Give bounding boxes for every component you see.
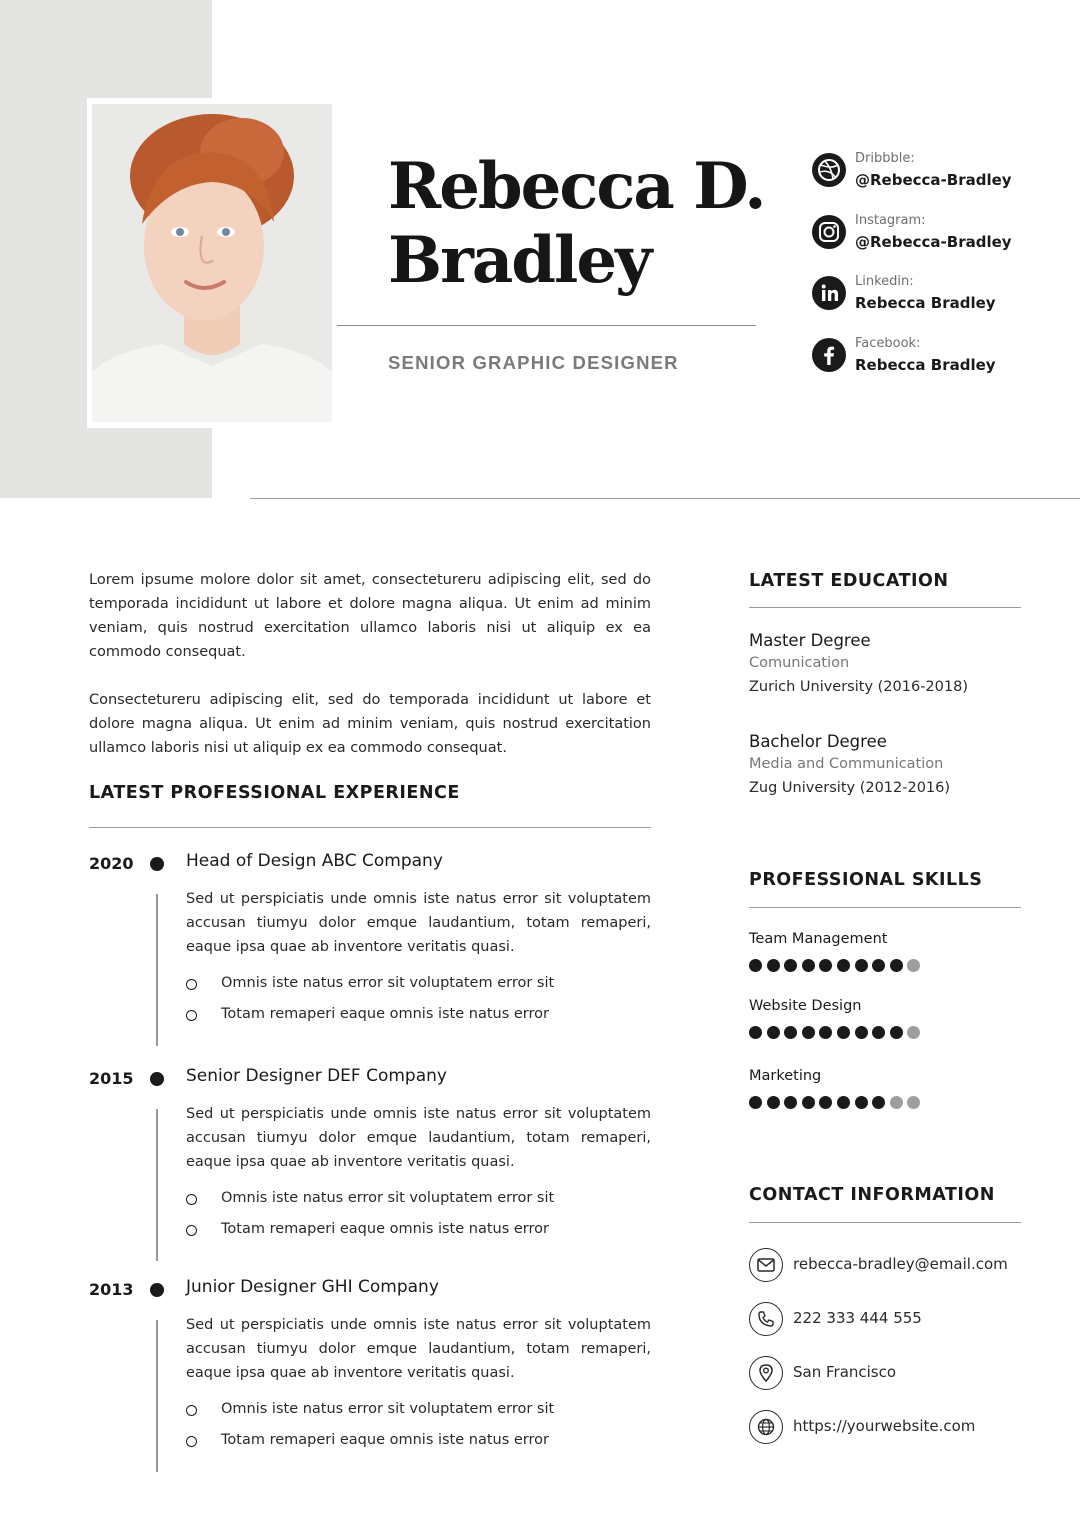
social-label: Dribbble: <box>855 151 915 166</box>
skill-dot-filled <box>802 1026 815 1039</box>
contact-phone-text: 222 333 444 555 <box>793 1309 922 1327</box>
name-divider <box>337 325 756 326</box>
education-school: Zug University (2012-2016) <box>749 780 951 796</box>
globe-icon <box>749 1410 783 1444</box>
social-label: Facebook: <box>855 335 921 351</box>
job-description: Sed ut perspiciatis unde omnis iste natus error sit voluptatem accusan tiumyu dolor emque laudantium, totam remaperi, eaque ipsa quae ab inventore veritatis quasi. <box>186 1317 651 1381</box>
experience-section-title: LATEST PROFESSIONAL EXPERIENCE <box>89 783 460 803</box>
timeline-dot <box>150 857 164 871</box>
timeline-line <box>156 1320 158 1472</box>
candidate-name-line1: Rebecca D. <box>388 149 765 224</box>
bullet-circle-icon <box>186 1194 197 1205</box>
summary-paragraph: Lorem ipsume molore dolor sit amet, consectetureru adipiscing elit, sed do temporada incididunt ut labore et dolore magna aliqua. Ut enim ad minim veniam, quis nostrud exercitation ullamco laboris nisi ut aliquip ex ea commodo consequat. <box>89 572 651 660</box>
instagram-icon <box>812 215 846 249</box>
timeline-line <box>156 894 158 1046</box>
skill-dot-filled <box>837 959 850 972</box>
profile-photo <box>92 104 332 422</box>
skills-section-title: PROFESSIONAL SKILLS <box>749 870 983 890</box>
social-label: Linkedin: <box>855 274 914 289</box>
contact-website[interactable] <box>749 1410 1021 1446</box>
skill-dot-filled <box>749 1096 762 1109</box>
social-label: Instagram: <box>855 212 926 228</box>
education-field: Media and Communication <box>749 756 944 772</box>
skill-dot-filled <box>855 1096 868 1109</box>
education-section-title: LATEST EDUCATION <box>749 571 949 591</box>
timeline-line <box>156 1109 158 1261</box>
bullet-circle-icon <box>186 1436 197 1447</box>
contact-phone[interactable] <box>749 1302 1021 1338</box>
candidate-name <box>388 150 765 298</box>
social-handle: @Rebecca-Bradley <box>855 171 1012 189</box>
header-divider <box>250 498 1080 499</box>
skill-dot-filled <box>784 1026 797 1039</box>
skill-dot-filled <box>749 959 762 972</box>
phone-icon <box>749 1302 783 1336</box>
skill-dot-empty <box>907 1096 920 1109</box>
bullet-text: Omnis iste natus error sit voluptatem error sit <box>221 1190 555 1206</box>
skill-dot-filled <box>749 1026 762 1039</box>
skill-dot-empty <box>907 1026 920 1039</box>
education-school: Zurich University (2016-2018) <box>749 679 968 695</box>
skill-dot-filled <box>872 1096 885 1109</box>
education-field: Comunication <box>749 655 850 671</box>
summary-paragraph: Consectetureru adipiscing elit, sed do temporada incididunt ut labore et dolore magna aliqua. Ut enim ad minim veniam, quis nostrud exercitation ullamco laboris nisi ut aliquip ex ea commodo consequat. <box>89 692 651 756</box>
skill-dot-filled <box>819 959 832 972</box>
skill-dot-filled <box>767 1026 780 1039</box>
skill-name: Marketing <box>749 1068 822 1084</box>
skill-dot-empty <box>890 1096 903 1109</box>
contact-divider <box>749 1222 1021 1223</box>
bullet-text: Totam remaperi eaque omnis iste natus error <box>221 1221 549 1237</box>
contact-location-text: San Francisco <box>793 1363 897 1381</box>
experience-divider <box>89 827 651 828</box>
job-title: SENIOR GRAPHIC DESIGNER <box>388 352 679 373</box>
education-degree: Master Degree <box>749 631 871 650</box>
profile-summary <box>89 568 651 784</box>
job-role: Senior Designer DEF Company <box>186 1066 447 1086</box>
skill-dot-filled <box>819 1096 832 1109</box>
skill-dot-filled <box>802 959 815 972</box>
skill-dot-filled <box>890 1026 903 1039</box>
dribbble-icon <box>812 153 846 187</box>
skill-name: Team Management <box>749 931 888 947</box>
skill-dot-filled <box>767 959 780 972</box>
bullet-text: Omnis iste natus error sit voluptatem error sit <box>221 1401 555 1417</box>
location-pin-icon <box>749 1356 783 1390</box>
linkedin-icon <box>812 276 846 310</box>
mail-icon <box>749 1248 783 1282</box>
social-handle: Rebecca Bradley <box>855 294 996 312</box>
skill-rating <box>749 959 949 973</box>
skill-dot-empty <box>907 959 920 972</box>
bullet-circle-icon <box>186 1010 197 1021</box>
social-handle: Rebecca Bradley <box>855 355 996 374</box>
job-year: 2015 <box>89 1069 134 1088</box>
skills-divider <box>749 907 1021 908</box>
job-description: Sed ut perspiciatis unde omnis iste natus error sit voluptatem accusan tiumyu dolor emque laudantium, totam remaperi, eaque ipsa quae ab inventore veritatis quasi. <box>186 891 651 955</box>
skill-dot-filled <box>802 1096 815 1109</box>
job-year: 2013 <box>89 1280 134 1299</box>
contact-website-text: https://yourwebsite.com <box>793 1417 976 1435</box>
job-year: 2020 <box>89 854 134 873</box>
bullet-text: Totam remaperi eaque omnis iste natus error <box>221 1006 549 1022</box>
social-handle: @Rebecca-Bradley <box>855 232 1012 251</box>
candidate-name-line2: Bradley <box>388 223 651 298</box>
education-divider <box>749 607 1021 608</box>
bullet-text: Omnis iste natus error sit voluptatem error sit <box>221 975 555 991</box>
bullet-circle-icon <box>186 1225 197 1236</box>
skill-rating <box>749 1096 949 1110</box>
contact-location[interactable] <box>749 1356 1021 1392</box>
timeline-dot <box>150 1283 164 1297</box>
skill-dot-filled <box>872 1026 885 1039</box>
skill-dot-filled <box>872 959 885 972</box>
education-degree: Bachelor Degree <box>749 732 887 751</box>
skill-dot-filled <box>819 1026 832 1039</box>
contact-email-text: rebecca-bradley@email.com <box>793 1255 1008 1273</box>
facebook-icon <box>812 338 846 372</box>
skill-name: Website Design <box>749 998 862 1014</box>
skill-dot-filled <box>784 959 797 972</box>
contact-email[interactable] <box>749 1248 1021 1284</box>
skill-dot-filled <box>837 1026 850 1039</box>
skill-rating <box>749 1026 949 1040</box>
timeline-dot <box>150 1072 164 1086</box>
job-role: Head of Design ABC Company <box>186 851 443 871</box>
skill-dot-filled <box>855 1026 868 1039</box>
skill-dot-filled <box>890 959 903 972</box>
bullet-circle-icon <box>186 979 197 990</box>
skill-dot-filled <box>855 959 868 972</box>
job-role: Junior Designer GHI Company <box>186 1277 439 1297</box>
bullet-circle-icon <box>186 1405 197 1416</box>
contact-section-title: CONTACT INFORMATION <box>749 1185 995 1205</box>
skill-dot-filled <box>784 1096 797 1109</box>
skill-dot-filled <box>767 1096 780 1109</box>
bullet-text: Totam remaperi eaque omnis iste natus error <box>221 1432 549 1448</box>
job-description: Sed ut perspiciatis unde omnis iste natus error sit voluptatem accusan tiumyu dolor emque laudantium, totam remaperi, eaque ipsa quae ab inventore veritatis quasi. <box>186 1106 651 1170</box>
skill-dot-filled <box>837 1096 850 1109</box>
profile-photo-frame <box>87 98 337 428</box>
